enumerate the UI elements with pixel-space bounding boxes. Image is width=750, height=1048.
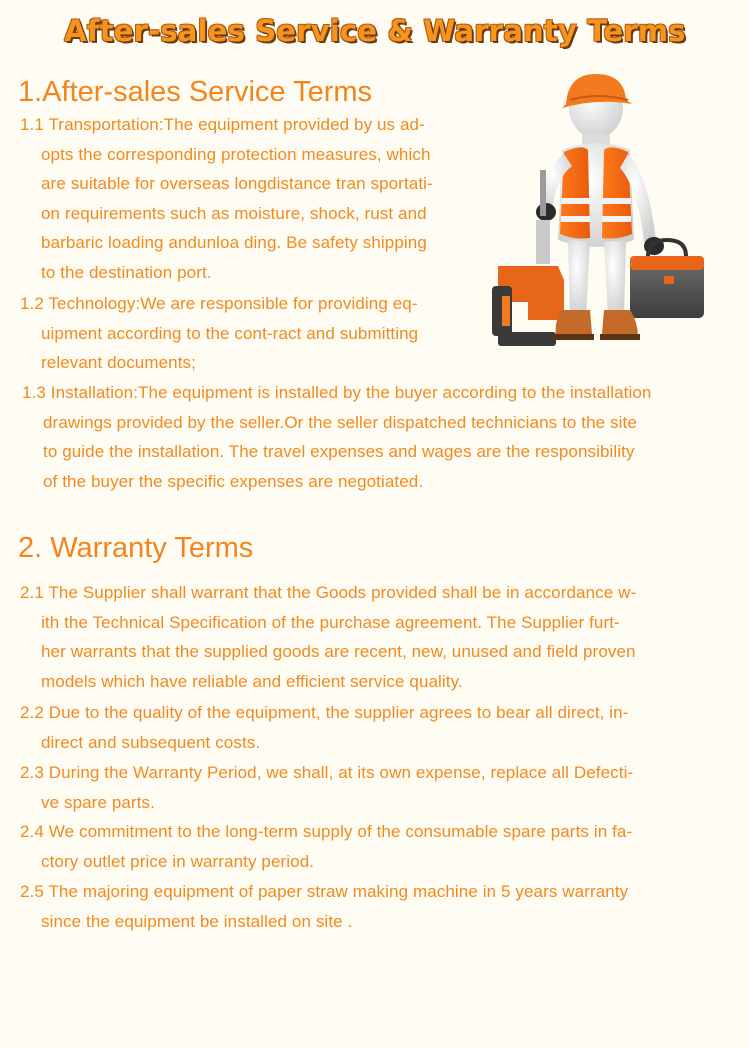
text-line: on requirements such as moisture, shock, rust and <box>41 203 427 223</box>
section-1-1-transportation <box>20 110 433 287</box>
section-2-heading: 2. Warranty Terms <box>18 532 254 564</box>
section-1-heading: 1.After-sales Service Terms <box>18 76 373 108</box>
worker-illustration <box>478 70 714 370</box>
text-line: uipment according to the cont-ract and submitting <box>41 323 419 343</box>
text-line: 1.2 Technology:We are responsible for providing eq- <box>20 294 418 313</box>
text-line: to guide the installation. The travel expenses and wages are the responsibility <box>43 442 635 461</box>
text-line: are suitable for overseas longdistance tran sportati- <box>41 174 433 193</box>
text-line: since the equipment be installed on site . <box>41 911 353 931</box>
text-line: ith the Technical Specification of the purchase agreement. The Supplier furt- <box>41 612 620 632</box>
worker-icon <box>478 70 714 370</box>
section-2-4 <box>20 817 632 876</box>
text-line: 1.1 Transportation:The equipment provided by us ad- <box>20 115 425 134</box>
section-2-5 <box>20 877 628 936</box>
text-line: models which have reliable and efficient service quality. <box>41 671 463 691</box>
text-line: 2.3 During the Warranty Period, we shall, at its own expense, replace all Defecti- <box>20 763 634 782</box>
text-line: ctory outlet price in warranty period. <box>41 851 315 871</box>
text-line: barbaric loading andunloa ding. Be safety shipping <box>41 233 427 252</box>
text-line: 2.1 The Supplier shall warrant that the Goods provided shall be in accordance w- <box>20 583 637 602</box>
section-2-1 <box>20 578 636 696</box>
text-line: 2.5 The majoring equipment of paper straw making machine in 5 years warranty <box>20 882 629 901</box>
banner-title: After-sales Service & Warranty Terms <box>64 14 686 48</box>
text-line: 2.2 Due to the quality of the equipment, the supplier agrees to bear all direct, in- <box>20 703 629 722</box>
section-1-3-installation <box>22 378 651 496</box>
text-line: direct and subsequent costs. <box>41 732 261 752</box>
text-line: drawings provided by the seller.Or the seller dispatched technicians to the site <box>43 412 637 432</box>
section-2-2 <box>20 698 628 757</box>
text-line: of the buyer the specific expenses are negotiated. <box>43 471 424 491</box>
text-line: ve spare parts. <box>41 792 155 812</box>
section-1-2-technology <box>20 289 418 378</box>
text-line: opts the corresponding protection measures, which <box>41 144 431 164</box>
text-line: 1.3 Installation:The equipment is installed by the buyer according to the installation <box>22 383 652 402</box>
section-2-3 <box>20 758 633 817</box>
text-line: to the destination port. <box>41 262 212 282</box>
text-line: relevant documents; <box>41 353 196 372</box>
text-line: her warrants that the supplied goods are recent, new, unused and field proven <box>41 642 636 661</box>
text-line: 2.4 We commitment to the long-term supply of the consumable spare parts in fa- <box>20 822 633 841</box>
